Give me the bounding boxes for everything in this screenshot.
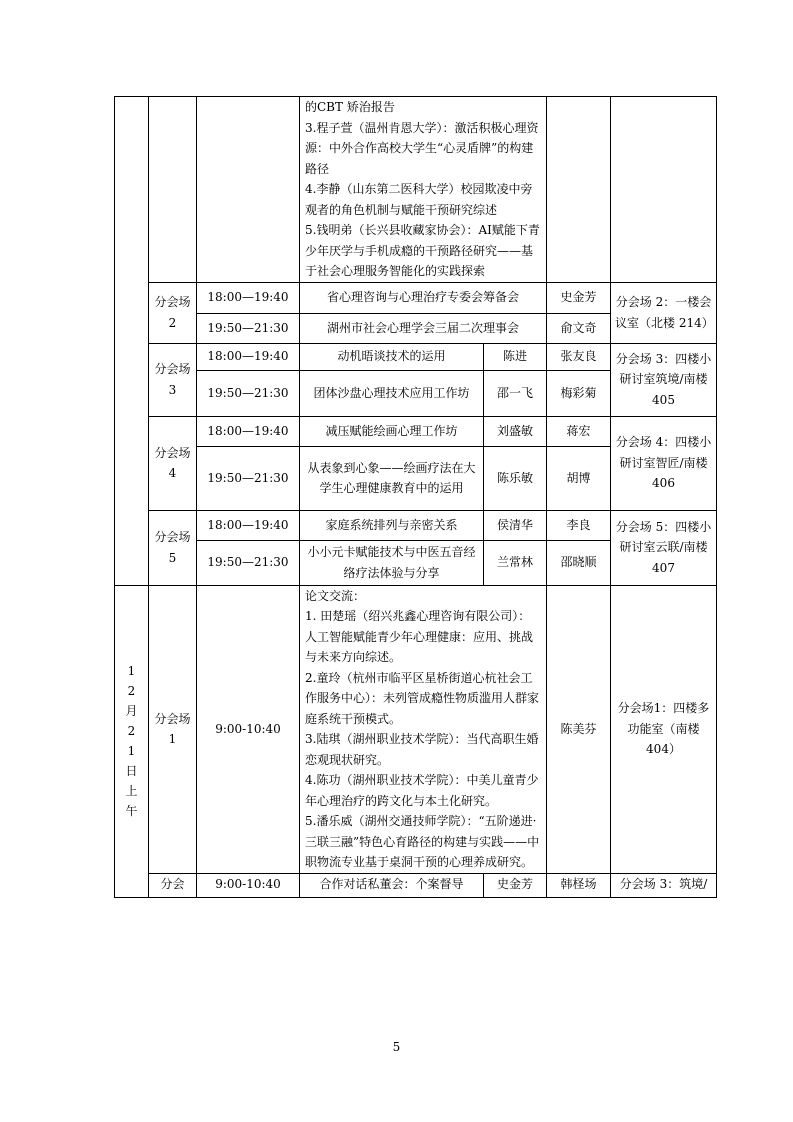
host-cell: 梅彩菊	[547, 370, 611, 416]
speaker-cell: 史金芳	[484, 873, 547, 897]
topic-cell: 合作对话私董会：个案督导	[300, 873, 484, 897]
venue-name: 分会场 5	[149, 510, 197, 585]
paper-item: 1. 田楚瑶（绍兴兆鑫心理咨询有限公司）：人工智能赋能青少年心理健康：应用、挑战与未来方向综述。	[305, 609, 534, 664]
speaker-cell: 邵一飞	[484, 370, 547, 416]
host-cell	[547, 97, 611, 283]
topic-cell: 省心理咨询与心理治疗专委会筹备会	[300, 282, 547, 313]
topic-cell: 动机晤谈技术的运用	[300, 343, 484, 370]
host-cell: 邵晓顺	[547, 540, 611, 585]
time-cell: 19:50—21:30	[197, 370, 300, 416]
date-cell-prev	[115, 97, 149, 586]
location-cell: 分会场 2：一楼会议室（北楼 214）	[611, 282, 717, 343]
location-cell: 分会场 4：四楼小研讨室智匠/南楼 406	[611, 416, 717, 510]
paper-list	[300, 585, 547, 873]
host-cell: 蒋宏	[547, 416, 611, 446]
table-row	[115, 873, 717, 897]
table-row	[115, 343, 717, 370]
paper-item: 3.程子萱（温州肯恩大学）：激活积极心理资源：中外合作高校大学生“心灵盾牌”的构建路径	[305, 120, 539, 176]
speaker-cell: 陈乐敏	[484, 446, 547, 510]
topic-cell: 家庭系统排列与亲密关系	[300, 510, 484, 540]
venue-name: 分会	[149, 873, 197, 897]
paper-item: 4.陈功（湖州职业技术学院）：中美儿童青少年心理治疗的跨文化与本土化研究。	[305, 773, 539, 808]
paper-heading: 论文交流：	[305, 588, 366, 603]
host-cell: 李良	[547, 510, 611, 540]
location-cell: 分会场1：四楼多功能室（南楼404）	[611, 585, 717, 873]
topic-cell: 湖州市社会心理学会三届二次理事会	[300, 313, 547, 343]
schedule-table	[114, 96, 717, 898]
speaker-cell: 侯清华	[484, 510, 547, 540]
speaker-cell: 兰常林	[484, 540, 547, 585]
host-cell: 张友良	[547, 343, 611, 370]
speaker-cell: 刘盛敏	[484, 416, 547, 446]
venue-name: 分会场 1	[149, 585, 197, 873]
table-row	[115, 510, 717, 540]
location-cell	[611, 97, 717, 283]
host-cell: 俞文奇	[547, 313, 611, 343]
time-cell: 19:50—21:30	[197, 446, 300, 510]
table-row	[115, 585, 717, 873]
topic-cell: 团体沙盘心理技术应用工作坊	[300, 370, 484, 416]
venue-cell	[149, 97, 197, 283]
time-cell: 19:50—21:30	[197, 540, 300, 585]
time-cell: 19:50—21:30	[197, 313, 300, 343]
time-cell	[197, 97, 300, 283]
host-cell: 陈美芬	[547, 585, 611, 873]
paper-item: 的CBT 矫治报告	[305, 100, 395, 114]
time-cell: 18:00—19:40	[197, 416, 300, 446]
location-cell: 分会场 3：四楼小研讨室筑境/南楼 405	[611, 343, 717, 416]
topic-cell: 从表象到心象——绘画疗法在大学生心理健康教育中的运用	[300, 446, 484, 510]
paper-item: 5.钱明弟（长兴县收藏家协会）：AI赋能下青少年厌学与手机成瘾的干预路径研究——基于社会心理服务智能化的实践探索	[305, 223, 540, 278]
venue-name: 分会场 3	[149, 343, 197, 416]
time-cell: 18:00—19:40	[197, 510, 300, 540]
time-cell: 9:00-10:40	[197, 585, 300, 873]
paper-list	[300, 97, 547, 283]
speaker-cell: 陈进	[484, 343, 547, 370]
date-label: 12月21日上午	[125, 663, 138, 818]
table-row	[115, 416, 717, 446]
paper-item: 4.李静（山东第二医科大学）校园欺凌中旁观者的角色机制与赋能干预研究综述	[305, 182, 533, 217]
time-cell: 18:00—19:40	[197, 343, 300, 370]
host-cell: 史金芳	[547, 282, 611, 313]
host-cell: 韩柽场	[547, 873, 611, 897]
topic-cell: 减压赋能绘画心理工作坊	[300, 416, 484, 446]
page-number: 5	[392, 1040, 401, 1054]
date-cell	[115, 585, 149, 897]
host-cell: 胡博	[547, 446, 611, 510]
location-cell: 分会场 3：筑境/	[611, 873, 717, 897]
venue-name: 分会场 4	[149, 416, 197, 510]
paper-item: 3.陆琪（湖州职业技术学院）：当代高职生婚恋观现状研究。	[305, 732, 539, 767]
paper-item: 5.潘乐威（湖州交通技师学院）：“五阶递进·三联三融”特色心育路径的构建与实践——中职物流专业基于桌洞干预的心理养成研究。	[305, 814, 540, 869]
continuation-row	[115, 97, 717, 283]
venue-name: 分会场 2	[149, 282, 197, 343]
location-cell: 分会场 5：四楼小研讨室云联/南楼 407	[611, 510, 717, 585]
time-cell: 9:00-10:40	[197, 873, 300, 897]
table-row	[115, 282, 717, 313]
time-cell: 18:00—19:40	[197, 282, 300, 313]
paper-item: 2.童玲（杭州市临平区星桥街道心杭社会工作服务中心）：未列管成瘾性物质滥用人群家庭系统干预模式。	[305, 670, 540, 726]
topic-cell: 小小元卡赋能技术与中医五音经络疗法体验与分享	[300, 540, 484, 585]
